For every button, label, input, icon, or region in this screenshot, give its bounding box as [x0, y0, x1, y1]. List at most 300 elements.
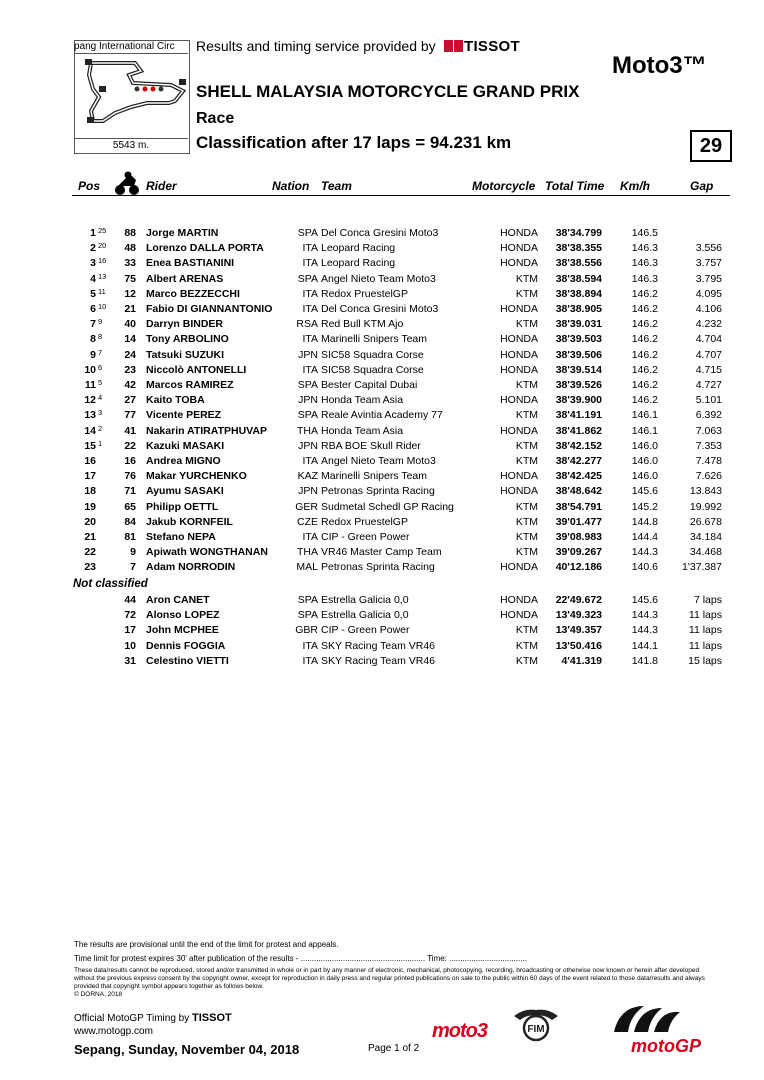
team-name: Del Conca Gresini Moto3	[321, 227, 439, 239]
nation: RSA	[296, 318, 318, 331]
rider-number: 77	[124, 409, 136, 422]
total-time: 4'41.319	[561, 654, 602, 667]
motorcycle: HONDA	[500, 609, 538, 622]
position: 11	[84, 379, 96, 391]
speed: 146.2	[631, 363, 658, 376]
rider-number: 72	[124, 609, 136, 622]
rider-name: Aron CANET	[146, 594, 210, 606]
total-time: 38'42.152	[555, 439, 602, 452]
grid-position: 3	[98, 408, 103, 418]
gap: 5.101	[695, 394, 722, 407]
total-time: 38'39.514	[555, 363, 602, 376]
total-time: 13'49.323	[555, 609, 602, 622]
table-row	[0, 408, 764, 423]
position: 3	[90, 257, 96, 270]
circuit-map-box	[74, 40, 190, 154]
speed: 146.0	[631, 439, 658, 452]
gap: 4.704	[695, 333, 722, 346]
rider-number: 21	[124, 303, 136, 315]
gap: 26.678	[689, 515, 722, 528]
position: 22	[84, 546, 96, 559]
motogp-logo-text: motoGP	[631, 1036, 701, 1056]
provisional-note: The results are provisional until the end of the limit for protest and appeals.	[74, 940, 339, 949]
motorcycle: HONDA	[500, 242, 538, 255]
tissot-cross-icon	[444, 40, 453, 52]
tissot-brand: TISSOT	[464, 38, 520, 55]
rider-name: Andrea MIGNO	[146, 455, 221, 467]
motorcycle: HONDA	[500, 348, 538, 361]
gap: 15 laps	[688, 654, 722, 667]
table-row	[0, 500, 764, 515]
nation: KAZ	[297, 470, 318, 483]
gap: 34.468	[689, 546, 722, 559]
team-name: Estrella Galicia 0,0	[321, 594, 409, 606]
rider-number: 9	[130, 546, 136, 559]
speed: 144.3	[631, 609, 658, 622]
rider-number: 44	[124, 594, 136, 606]
team-name: SKY Racing Team VR46	[321, 654, 436, 667]
table-row	[0, 226, 764, 241]
total-time: 39'01.477	[555, 515, 602, 528]
team-name: Petronas Sprinta Racing	[321, 561, 435, 574]
rider-name: Tatsuki SUZUKI	[146, 348, 224, 361]
gap: 7.626	[695, 470, 722, 483]
total-time: 38'41.862	[555, 424, 602, 437]
total-time: 38'38.594	[555, 272, 602, 285]
motorcycle: KTM	[515, 531, 538, 543]
table-row	[0, 530, 764, 545]
motorcycle: HONDA	[500, 561, 538, 574]
rider-name: Darryn BINDER	[146, 318, 224, 331]
motorcycle: HONDA	[500, 227, 538, 239]
table-row	[0, 348, 764, 363]
motorcycle: HONDA	[500, 303, 538, 315]
rider-name: John MCPHEE	[146, 624, 219, 637]
nation: MAL	[296, 561, 318, 574]
rider-number: 14	[124, 333, 136, 346]
nation: ITA	[302, 287, 318, 300]
team-name: CIP - Green Power	[321, 624, 410, 637]
table-row	[0, 454, 764, 469]
table-row	[0, 393, 764, 408]
team-name: SIC58 Squadra Corse	[321, 363, 424, 376]
total-time: 38'42.425	[555, 470, 602, 483]
motorcycle: KTM	[515, 318, 538, 331]
team-name: Marinelli Snipers Team	[321, 333, 428, 346]
team-name: Sudmetal Schedl GP Racing	[321, 500, 454, 513]
gap: 11 laps	[688, 639, 722, 652]
session-title: Race	[196, 110, 235, 127]
position: 4	[90, 272, 96, 285]
speed: 146.2	[631, 318, 658, 331]
rider-name: Nakarin ATIRATPHUVAP	[146, 424, 267, 437]
motorcycle-rider-icon	[112, 170, 140, 196]
nation: JPN	[298, 394, 318, 407]
motorcycle: KTM	[515, 287, 538, 300]
total-time: 38'38.355	[555, 242, 602, 255]
total-time: 38'38.894	[555, 287, 602, 300]
rider-number: 42	[124, 379, 136, 391]
fim-logo	[512, 1006, 560, 1042]
speed: 146.1	[631, 409, 658, 422]
position: 23	[84, 561, 96, 574]
motorcycle: HONDA	[500, 257, 538, 270]
team-name: Leopard Racing	[321, 257, 396, 270]
total-time: 39'09.267	[555, 546, 602, 559]
team-name: Red Bull KTM Ajo	[321, 318, 404, 331]
header-divider	[72, 195, 730, 196]
table-row	[0, 241, 764, 256]
race-number-box: 29	[690, 130, 732, 162]
rider-number: 12	[124, 287, 136, 300]
rider-name: Marco BEZZECCHI	[146, 287, 240, 300]
rider-number: 22	[124, 439, 136, 452]
speed: 144.8	[631, 515, 658, 528]
gap: 1'37.387	[682, 561, 722, 574]
team-name: CIP - Green Power	[321, 531, 410, 543]
motorcycle: KTM	[515, 639, 538, 652]
table-row	[0, 515, 764, 530]
rider-number: 24	[124, 348, 136, 361]
team-name: SKY Racing Team VR46	[321, 639, 436, 652]
official-timing	[74, 1012, 232, 1024]
rider-name: Celestino VIETTI	[146, 654, 229, 667]
motorcycle: HONDA	[500, 363, 538, 376]
rider-name: Ayumu SASAKI	[146, 485, 224, 498]
speed: 145.6	[631, 485, 658, 498]
position: 7	[90, 318, 96, 331]
table-row	[0, 332, 764, 347]
speed: 146.3	[631, 272, 658, 285]
nation: ITA	[302, 242, 318, 255]
place-date: Sepang, Sunday, November 04, 2018	[74, 1042, 300, 1057]
table-row	[0, 593, 764, 608]
gap: 4.707	[695, 348, 722, 361]
copyright-text: These data/results cannot be reproduced, stored and/or transmitted in whole or in part by any manner of electronic, mechanical, photocopying, recording, broadcasting or otherwise now known or herein after developed without the previous express consent by the copyright owner, except for reproduction in daily press and regular printed publications on sale to the public within 60 days of the event related to those data/results and always provided that copyright symbol appears together as follows below.	[74, 967, 705, 990]
gap: 11 laps	[688, 624, 722, 637]
nation: SPA	[297, 594, 318, 606]
nation: JPN	[298, 485, 318, 498]
nation: SPA	[297, 379, 318, 391]
gap: 11 laps	[688, 609, 722, 622]
gap: 7.478	[695, 455, 722, 467]
motorcycle: KTM	[515, 409, 538, 422]
team-name: Angel Nieto Team Moto3	[321, 272, 436, 285]
rider-name: Philipp OETTL	[146, 500, 219, 513]
table-row	[0, 317, 764, 332]
rider-number: 71	[124, 485, 136, 498]
rider-name: Fabio DI GIANNANTONIO	[146, 303, 273, 315]
not-classified-label: Not classified	[73, 578, 148, 590]
moto3-logo: moto3	[432, 1020, 487, 1042]
col-pos: Pos	[78, 179, 101, 193]
nation: ITA	[302, 455, 318, 467]
nation: GBR	[295, 624, 318, 637]
grid-position: 11	[98, 286, 106, 296]
motorcycle: KTM	[515, 624, 538, 637]
motogp-logo	[600, 1002, 720, 1060]
rider-name: Tony ARBOLINO	[146, 333, 229, 346]
rider-number: 81	[124, 531, 136, 543]
rider-number: 10	[124, 639, 136, 652]
rider-number: 76	[124, 470, 136, 483]
rider-number: 41	[124, 424, 136, 437]
nation: THA	[297, 546, 318, 559]
table-row	[0, 608, 764, 623]
grid-position: 1	[98, 438, 103, 448]
speed: 146.2	[631, 379, 658, 391]
rider-name: Kaito TOBA	[146, 394, 205, 407]
table-row	[0, 287, 764, 302]
rider-number: 31	[124, 654, 136, 667]
position: 19	[84, 500, 96, 513]
nation: CZE	[297, 515, 318, 528]
nation: SPA	[297, 272, 318, 285]
speed: 146.2	[631, 348, 658, 361]
nation: GER	[295, 500, 318, 513]
total-time: 22'49.672	[555, 594, 602, 606]
table-row	[0, 363, 764, 378]
fim-logo-text: FIM	[527, 1024, 545, 1035]
grid-position: 9	[98, 317, 103, 327]
col-total-time: Total Time	[545, 179, 605, 193]
speed: 146.1	[631, 424, 658, 437]
page-number: Page 1 of 2	[368, 1043, 420, 1054]
rider-number: 7	[130, 561, 136, 574]
speed: 144.3	[631, 624, 658, 637]
motorcycle: HONDA	[500, 394, 538, 407]
motorcycle: HONDA	[500, 470, 538, 483]
gap: 4.715	[695, 363, 722, 376]
team-name: VR46 Master Camp Team	[321, 546, 442, 559]
col-motorcycle: Motorcycle	[472, 179, 536, 193]
motorcycle: KTM	[515, 455, 538, 467]
circuit-map-icon	[75, 41, 189, 153]
nation: ITA	[302, 531, 318, 543]
team-name: Redox PruestelGP	[321, 515, 408, 528]
gap: 3.757	[695, 257, 722, 270]
speed: 144.4	[631, 531, 658, 543]
speed: 145.6	[631, 594, 658, 606]
dorna-copyright: © DORNA, 2018	[74, 991, 123, 998]
rider-number: 17	[124, 624, 136, 637]
rider-name: Dennis FOGGIA	[146, 639, 226, 652]
rider-name: Jakub KORNFEIL	[146, 515, 233, 528]
rider-number: 33	[124, 257, 136, 270]
team-name: Honda Team Asia	[321, 424, 404, 437]
speed: 146.2	[631, 287, 658, 300]
circuit-name: pang International Circ	[74, 40, 188, 54]
position: 12	[84, 394, 96, 407]
total-time: 38'39.031	[555, 318, 602, 331]
total-time: 13'49.357	[555, 624, 602, 637]
service-text: Results and timing service provided by	[196, 38, 436, 54]
motorcycle: KTM	[515, 515, 538, 528]
grid-position: 13	[98, 271, 107, 281]
nation: ITA	[302, 639, 318, 652]
nation: SPA	[297, 609, 318, 622]
rider-number: 65	[124, 500, 136, 513]
rider-number: 40	[124, 318, 136, 331]
total-time: 38'48.642	[555, 485, 602, 498]
motorcycle: KTM	[515, 379, 538, 391]
motorcycle: HONDA	[500, 485, 538, 498]
official-timing-text: Official MotoGP Timing by	[74, 1013, 190, 1024]
table-row	[0, 623, 764, 638]
classified-table	[0, 226, 764, 576]
speed: 146.2	[631, 303, 658, 315]
position: 6	[90, 303, 96, 315]
speed: 145.2	[631, 500, 658, 513]
circuit-length: 5543 m.	[74, 138, 188, 153]
position: 18	[84, 485, 96, 498]
position: 9	[90, 348, 96, 361]
position: 10	[84, 363, 96, 376]
speed: 146.3	[631, 242, 658, 255]
gap: 4.232	[695, 318, 722, 331]
position: 15	[84, 439, 96, 452]
col-nation: Nation	[272, 179, 310, 193]
team-name: Honda Team Asia	[321, 394, 404, 407]
grid-position: 10	[98, 302, 107, 311]
total-time: 38'38.905	[555, 303, 602, 315]
team-name: Redox PruestelGP	[321, 287, 408, 300]
rider-name: Stefano NEPA	[146, 531, 216, 543]
nation: SPA	[297, 227, 318, 239]
official-timing-brand: TISSOT	[192, 1012, 232, 1024]
speed: 144.3	[631, 546, 658, 559]
table-row	[0, 256, 764, 271]
gap: 4.727	[695, 379, 722, 391]
total-time: 38'34.799	[555, 227, 602, 239]
table-row	[0, 654, 764, 669]
rider-name: Apiwath WONGTHANAN	[146, 546, 268, 559]
website: www.motogp.com	[74, 1026, 153, 1037]
motorcycle: KTM	[515, 439, 538, 452]
total-time: 38'41.191	[555, 409, 602, 422]
rider-number: 23	[124, 363, 136, 376]
nation: JPN	[298, 439, 318, 452]
gap: 7 laps	[693, 594, 722, 606]
gap: 34.184	[689, 531, 722, 543]
rider-name: Vicente PEREZ	[146, 409, 222, 422]
speed: 146.0	[631, 455, 658, 467]
total-time: 38'39.526	[555, 379, 602, 391]
team-name: Reale Avintia Academy 77	[321, 409, 443, 422]
position: 17	[84, 470, 96, 483]
total-time: 38'39.506	[555, 348, 602, 361]
grid-position: 6	[98, 362, 103, 372]
grid-position: 25	[98, 226, 107, 235]
team-name: Bester Capital Dubai	[321, 379, 418, 391]
nation: THA	[297, 424, 318, 437]
motorcycle: HONDA	[500, 333, 538, 346]
team-name: Estrella Galicia 0,0	[321, 609, 409, 622]
table-row	[0, 484, 764, 499]
copyright-note	[74, 967, 714, 999]
table-row	[0, 560, 764, 575]
classification-title: Classification after 17 laps = 94.231 km	[196, 133, 512, 152]
position: 16	[84, 455, 96, 467]
position: 1	[90, 227, 96, 239]
rider-name: Niccolò ANTONELLI	[146, 363, 247, 376]
team-name: Angel Nieto Team Moto3	[321, 455, 436, 467]
nation: ITA	[302, 363, 318, 376]
gap: 13.843	[689, 485, 722, 498]
rider-name: Jorge MARTIN	[146, 227, 219, 239]
gap: 3.795	[695, 272, 722, 285]
speed: 146.0	[631, 470, 658, 483]
col-kmh: Km/h	[620, 179, 650, 193]
event-title: SHELL MALAYSIA MOTORCYCLE GRAND PRIX	[196, 82, 580, 101]
table-row	[0, 378, 764, 393]
gap: 4.106	[695, 303, 722, 315]
team-name: Petronas Sprinta Racing	[321, 485, 435, 498]
table-row	[0, 439, 764, 454]
rider-name: Kazuki MASAKI	[146, 439, 225, 452]
rider-number: 16	[124, 455, 136, 467]
total-time: 38'39.900	[555, 394, 602, 407]
gap: 3.556	[695, 242, 722, 255]
team-name: SIC58 Squadra Corse	[321, 348, 424, 361]
grid-position: 7	[98, 347, 103, 357]
grid-position: 8	[98, 332, 103, 342]
grid-position: 5	[98, 378, 103, 387]
gap: 7.353	[695, 439, 722, 452]
rider-name: Lorenzo DALLA PORTA	[146, 242, 264, 255]
col-gap: Gap	[690, 179, 714, 193]
grid-position: 20	[98, 241, 107, 251]
gap: 7.063	[695, 424, 722, 437]
total-time: 40'12.186	[555, 561, 602, 574]
series-title: Moto3™	[612, 52, 707, 79]
table-row	[0, 469, 764, 484]
position: 20	[84, 515, 96, 528]
rider-name: Adam NORRODIN	[146, 561, 236, 574]
grid-position: 4	[98, 393, 103, 403]
nation: ITA	[302, 257, 318, 270]
speed: 146.5	[631, 227, 658, 239]
team-name: Marinelli Snipers Team	[321, 470, 428, 483]
team-name: Leopard Racing	[321, 242, 396, 255]
col-team: Team	[321, 179, 352, 193]
speed: 146.3	[631, 257, 658, 270]
speed: 144.1	[631, 639, 658, 652]
nation: ITA	[302, 333, 318, 346]
total-time: 13'50.416	[555, 639, 602, 652]
rider-number: 27	[124, 394, 136, 407]
total-time: 39'08.983	[555, 531, 602, 543]
position: 21	[84, 531, 96, 543]
table-row	[0, 545, 764, 560]
position: 2	[90, 242, 96, 255]
rider-number: 48	[124, 242, 136, 255]
rider-number: 88	[124, 227, 136, 239]
position: 5	[90, 287, 96, 300]
table-row	[0, 424, 764, 439]
not-classified-table	[0, 593, 764, 673]
col-rider: Rider	[146, 179, 177, 193]
speed: 146.2	[631, 333, 658, 346]
position: 8	[90, 333, 96, 346]
motorcycle: KTM	[515, 546, 538, 559]
team-name: Del Conca Gresini Moto3	[321, 303, 439, 315]
rider-name: Makar YURCHENKO	[146, 470, 247, 483]
gap: 4.095	[695, 287, 722, 300]
motorcycle: HONDA	[500, 594, 538, 606]
speed: 140.6	[631, 561, 658, 574]
speed: 141.8	[631, 654, 658, 667]
